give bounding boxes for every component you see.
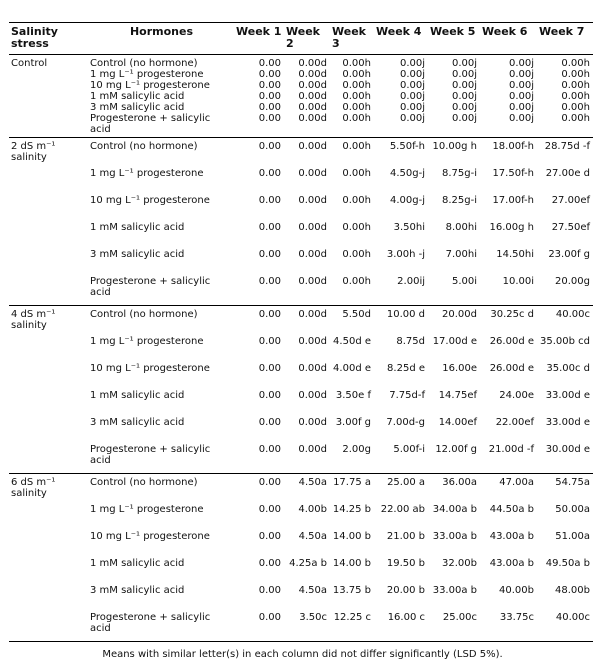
table-row: [9, 306, 593, 337]
week-value-cell: 16.00g h: [489, 222, 534, 233]
salinity-stress-cell: [9, 336, 88, 363]
week-value-cell: 12.00f g: [435, 444, 477, 455]
week-value-cell: 0.00d: [284, 138, 330, 169]
week-value-cell: 0.00: [234, 474, 284, 505]
hormone-cell: 1 mg L⁻¹ progesterone: [90, 504, 204, 515]
week-value-cell: 0.00d: [298, 102, 327, 113]
week-value-cell: 0.00: [258, 113, 281, 124]
week-value-cell: 17.50f-h: [492, 168, 534, 179]
header-week: Week 7: [537, 23, 593, 55]
week-value-cell: 0.00: [234, 55, 284, 70]
week-value-cell: 0.00d: [284, 55, 330, 70]
week-value-cell: 18.00f-h: [480, 138, 537, 169]
week-value-cell: 33.75c: [480, 612, 537, 642]
week-value-cell: 8.00hi: [445, 222, 477, 233]
week-value-cell: 8.75d: [396, 336, 425, 347]
hormone-cell: 3 mM salicylic acid: [90, 249, 185, 260]
week-value-cell: 0.00: [258, 585, 281, 596]
header-week: Week 1: [234, 23, 284, 55]
table-row: [9, 113, 593, 138]
salinity-stress-cell: [9, 80, 88, 91]
week-value-cell: 0.00j: [508, 91, 534, 102]
week-value-cell: 5.00f-i: [393, 444, 425, 455]
week-value-cell: 0.00j: [399, 69, 425, 80]
salinity-stress-cell: [9, 276, 88, 306]
week-value-cell: 8.25d e: [387, 363, 425, 374]
week-value-cell: 51.00a: [555, 531, 590, 542]
week-value-cell: 17.00f-h: [492, 195, 534, 206]
salinity-stress-cell: [9, 612, 88, 642]
week-value-cell: 0.00j: [451, 80, 477, 91]
table-row: [9, 417, 593, 444]
week-value-cell: 33.00a b: [432, 531, 477, 542]
week-value-cell: 0.00j: [399, 113, 425, 124]
hormone-cell: 1 mg L⁻¹ progesterone: [90, 168, 204, 179]
salinity-stress-cell: [9, 102, 88, 113]
hormone-cell: 3 mM salicylic acid: [90, 102, 185, 113]
week-value-cell: 0.00: [258, 249, 281, 260]
week-value-cell: 0.00h: [330, 55, 374, 70]
table-row: [9, 531, 593, 558]
week-value-cell: 44.50a b: [489, 504, 534, 515]
table-row: [9, 249, 593, 276]
week-value-cell: 0.00h: [342, 222, 371, 233]
salinity-stress-cell: 4 dS m⁻¹ salinity: [9, 306, 88, 337]
week-value-cell: 20.00g: [555, 276, 590, 287]
week-value-cell: 25.00 a: [374, 474, 428, 505]
week-value-cell: 0.00j: [399, 102, 425, 113]
week-value-cell: 0.00: [258, 336, 281, 347]
hormone-cell: 1 mg L⁻¹ progesterone: [90, 336, 204, 347]
week-value-cell: 0.00: [258, 558, 281, 569]
week-value-cell: 0.00: [258, 69, 281, 80]
salinity-stress-cell: 6 dS m⁻¹ salinity: [9, 474, 88, 505]
week-value-cell: 16.00 c: [374, 612, 428, 642]
week-value-cell: 14.75ef: [438, 390, 477, 401]
week-value-cell: 20.00 b: [386, 585, 425, 596]
week-value-cell: 0.00d: [298, 249, 327, 260]
week-value-cell: 32.00b: [442, 558, 477, 569]
table-row: [9, 222, 593, 249]
salinity-stress-cell: [9, 390, 88, 417]
week-value-cell: 0.00j: [428, 55, 480, 70]
week-value-cell: 17.00d e: [432, 336, 477, 347]
week-value-cell: 0.00h: [330, 138, 374, 169]
week-value-cell: 33.00a b: [432, 585, 477, 596]
week-value-cell: 0.00h: [342, 102, 371, 113]
week-value-cell: 0.00h: [561, 113, 590, 124]
salinity-stress-cell: [9, 444, 88, 474]
week-value-cell: 35.00c d: [546, 363, 590, 374]
week-value-cell: 0.00d: [298, 444, 327, 455]
salinity-stress-cell: [9, 585, 88, 612]
week-value-cell: 3.50hi: [393, 222, 425, 233]
hormone-cell: Control (no hormone): [88, 474, 234, 505]
week-value-cell: 17.75 a: [330, 474, 374, 505]
week-value-cell: 0.00d: [298, 168, 327, 179]
hormone-cell: 1 mM salicylic acid: [90, 558, 185, 569]
week-value-cell: 8.25g-i: [442, 195, 477, 206]
week-value-cell: 28.75d -f: [537, 138, 593, 169]
week-value-cell: 0.00: [234, 306, 284, 337]
week-value-cell: 0.00: [258, 417, 281, 428]
week-value-cell: 14.00 b: [332, 558, 371, 569]
week-value-cell: 3.00h -j: [386, 249, 425, 260]
week-value-cell: 0.00h: [561, 102, 590, 113]
week-value-cell: 0.00j: [508, 80, 534, 91]
week-value-cell: 35.00b cd: [540, 336, 590, 347]
hormone-cell: 3 mM salicylic acid: [90, 417, 185, 428]
week-value-cell: 0.00d: [298, 69, 327, 80]
week-value-cell: 0.00: [258, 444, 281, 455]
table-row: [9, 336, 593, 363]
week-value-cell: 0.00j: [508, 113, 534, 124]
week-value-cell: 3.50e f: [335, 390, 371, 401]
table-row: [9, 138, 593, 169]
table-row: [9, 444, 593, 474]
week-value-cell: 0.00d: [298, 80, 327, 91]
week-value-cell: 5.50d: [330, 306, 374, 337]
week-value-cell: 14.00 b: [332, 531, 371, 542]
salinity-stress-cell: [9, 69, 88, 80]
week-value-cell: 36.00a: [428, 474, 480, 505]
salinity-stress-cell: [9, 558, 88, 585]
week-value-cell: 0.00d: [284, 306, 330, 337]
hormone-cell: Progesterone + salicylic acid: [90, 444, 211, 466]
table-row: [9, 585, 593, 612]
hormone-cell: Control (no hormone): [88, 138, 234, 169]
week-value-cell: 54.75a: [537, 474, 593, 505]
header-week: Week 5: [428, 23, 480, 55]
week-value-cell: 0.00: [258, 504, 281, 515]
table-row: [9, 474, 593, 505]
week-value-cell: 40.00c: [537, 306, 593, 337]
week-value-cell: 0.00d: [298, 222, 327, 233]
week-value-cell: 4.50g-j: [390, 168, 425, 179]
week-value-cell: 0.00: [258, 91, 281, 102]
table-row: [9, 102, 593, 113]
week-value-cell: 10.00 d: [374, 306, 428, 337]
week-value-cell: 7.75d-f: [389, 390, 425, 401]
week-value-cell: 4.25a b: [289, 558, 327, 569]
hormone-cell: 1 mM salicylic acid: [90, 222, 185, 233]
week-value-cell: 0.00: [234, 612, 284, 642]
week-value-cell: 27.00ef: [551, 195, 590, 206]
salinity-stress-cell: Control: [9, 55, 88, 70]
week-value-cell: 0.00: [258, 390, 281, 401]
week-value-cell: 0.00d: [298, 363, 327, 374]
week-value-cell: 30.00d e: [545, 444, 590, 455]
table-row: [9, 504, 593, 531]
week-value-cell: 14.50hi: [496, 249, 534, 260]
week-value-cell: 0.00h: [561, 91, 590, 102]
week-value-cell: 25.00c: [428, 612, 480, 642]
week-value-cell: 27.50ef: [551, 222, 590, 233]
week-value-cell: 10.00i: [502, 276, 534, 287]
hormone-cell: Progesterone + salicylic acid: [88, 612, 234, 642]
week-value-cell: 4.50a: [284, 474, 330, 505]
week-value-cell: 0.00: [258, 276, 281, 287]
week-value-cell: 47.00a: [480, 474, 537, 505]
week-value-cell: 0.00: [258, 531, 281, 542]
week-value-cell: 0.00: [258, 222, 281, 233]
salinity-stress-cell: [9, 504, 88, 531]
week-value-cell: 19.50 b: [386, 558, 425, 569]
salinity-stress-cell: [9, 91, 88, 102]
week-value-cell: 24.00e: [499, 390, 534, 401]
week-value-cell: 0.00h: [342, 276, 371, 287]
week-value-cell: 2.00ij: [397, 276, 425, 287]
week-value-cell: 0.00h: [342, 195, 371, 206]
week-value-cell: 4.50d e: [333, 336, 371, 347]
hormone-cell: Progesterone + salicylic acid: [90, 113, 211, 135]
hormone-cell: 3 mM salicylic acid: [90, 585, 185, 596]
week-value-cell: 4.50a: [298, 585, 327, 596]
week-value-cell: 0.00h: [342, 249, 371, 260]
week-value-cell: 26.00d e: [489, 336, 534, 347]
week-value-cell: 0.00: [258, 363, 281, 374]
week-value-cell: 0.00h: [561, 80, 590, 91]
week-value-cell: 40.00c: [537, 612, 593, 642]
salinity-stress-cell: [9, 249, 88, 276]
week-value-cell: 0.00h: [342, 69, 371, 80]
week-value-cell: 0.00: [258, 102, 281, 113]
week-value-cell: 34.00a b: [432, 504, 477, 515]
header-week: Week 3: [330, 23, 374, 55]
week-value-cell: 5.00i: [451, 276, 477, 287]
week-value-cell: 0.00h: [561, 69, 590, 80]
table-row: [9, 276, 593, 306]
week-value-cell: 48.00b: [555, 585, 590, 596]
footnote: Means with similar letter(s) in each column did not differ significantly (LSD 5%).: [102, 649, 503, 660]
table-row: [9, 55, 593, 70]
table-row: [9, 363, 593, 390]
week-value-cell: 0.00j: [399, 80, 425, 91]
week-value-cell: 14.00ef: [438, 417, 477, 428]
week-value-cell: 0.00h: [537, 55, 593, 70]
week-value-cell: 20.00d: [428, 306, 480, 337]
hormone-cell: 10 mg L⁻¹ progesterone: [90, 195, 210, 206]
week-value-cell: 3.50c: [284, 612, 330, 642]
week-value-cell: 0.00: [258, 168, 281, 179]
week-value-cell: 16.00e: [442, 363, 477, 374]
hormone-cell: 1 mg L⁻¹ progesterone: [90, 69, 204, 80]
week-value-cell: 7.00hi: [445, 249, 477, 260]
table-body: [9, 55, 593, 642]
week-value-cell: 0.00j: [508, 102, 534, 113]
week-value-cell: 0.00d: [298, 276, 327, 287]
week-value-cell: 0.00h: [342, 80, 371, 91]
week-value-cell: 33.00d e: [545, 390, 590, 401]
week-value-cell: 0.00d: [298, 195, 327, 206]
week-value-cell: 22.00ef: [495, 417, 534, 428]
hormone-cell: 1 mM salicylic acid: [90, 91, 185, 102]
week-value-cell: 0.00h: [342, 91, 371, 102]
week-value-cell: 0.00d: [298, 417, 327, 428]
week-value-cell: 40.00b: [499, 585, 534, 596]
salinity-stress-cell: [9, 417, 88, 444]
table-row: [9, 80, 593, 91]
table-row: [9, 558, 593, 585]
week-value-cell: 50.00a: [555, 504, 590, 515]
week-value-cell: 0.00j: [451, 91, 477, 102]
week-value-cell: 0.00: [258, 195, 281, 206]
table-row: [9, 91, 593, 102]
table-row: [9, 195, 593, 222]
hormone-cell: Control (no hormone): [88, 55, 234, 70]
week-value-cell: 0.00j: [451, 69, 477, 80]
table-row: [9, 69, 593, 80]
salinity-stress-cell: [9, 168, 88, 195]
week-value-cell: 2.00g: [342, 444, 371, 455]
week-value-cell: 8.75g-i: [442, 168, 477, 179]
week-value-cell: 26.00d e: [489, 363, 534, 374]
hormone-cell: Progesterone + salicylic acid: [90, 276, 211, 298]
table-row: [9, 390, 593, 417]
week-value-cell: 3.00f g: [335, 417, 371, 428]
hormone-cell: 1 mM salicylic acid: [90, 390, 185, 401]
hormone-cell: 10 mg L⁻¹ progesterone: [90, 363, 210, 374]
hormone-cell: 10 mg L⁻¹ progesterone: [90, 531, 210, 542]
week-value-cell: 23.00f g: [548, 249, 590, 260]
table-row: [9, 612, 593, 642]
week-value-cell: 0.00j: [451, 113, 477, 124]
header-week: Week 6: [480, 23, 537, 55]
week-value-cell: 0.00j: [399, 91, 425, 102]
week-value-cell: 0.00d: [298, 390, 327, 401]
salinity-stress-cell: [9, 363, 88, 390]
week-value-cell: 4.00b: [298, 504, 327, 515]
week-value-cell: 43.00a b: [489, 558, 534, 569]
week-value-cell: 30.25c d: [480, 306, 537, 337]
week-value-cell: 0.00j: [508, 69, 534, 80]
header-stress: Salinity stress: [9, 23, 88, 55]
week-value-cell: 4.50a: [298, 531, 327, 542]
week-value-cell: 21.00 b: [386, 531, 425, 542]
week-value-cell: 10.00g h: [428, 138, 480, 169]
week-value-cell: 0.00j: [451, 102, 477, 113]
hormone-cell: Control (no hormone): [88, 306, 234, 337]
week-value-cell: 33.00d e: [545, 417, 590, 428]
week-value-cell: 22.00 ab: [380, 504, 425, 515]
results-table: [9, 22, 593, 642]
table-container: [9, 22, 593, 642]
hormone-cell: 10 mg L⁻¹ progesterone: [90, 80, 210, 91]
week-value-cell: 12.25 c: [330, 612, 374, 642]
header-week: Week 4: [374, 23, 428, 55]
week-value-cell: 0.00: [258, 80, 281, 91]
week-value-cell: 49.50a b: [545, 558, 590, 569]
week-value-cell: 13.75 b: [332, 585, 371, 596]
table-row: [9, 168, 593, 195]
salinity-stress-cell: [9, 531, 88, 558]
week-value-cell: 0.00j: [374, 55, 428, 70]
week-value-cell: 27.00e d: [545, 168, 590, 179]
salinity-stress-cell: 2 dS m⁻¹ salinity: [9, 138, 88, 169]
week-value-cell: 14.25 b: [332, 504, 371, 515]
salinity-stress-cell: [9, 222, 88, 249]
week-value-cell: 5.50f-h: [374, 138, 428, 169]
header-row: [9, 23, 593, 55]
week-value-cell: 0.00d: [298, 113, 327, 124]
header-hormones: Hormones: [88, 23, 234, 55]
week-value-cell: 21.00d -f: [488, 444, 534, 455]
week-value-cell: 4.00g-j: [390, 195, 425, 206]
header-week: Week 2: [284, 23, 330, 55]
week-value-cell: 0.00h: [342, 113, 371, 124]
week-value-cell: 43.00a b: [489, 531, 534, 542]
salinity-stress-cell: [9, 113, 88, 138]
week-value-cell: 0.00d: [298, 91, 327, 102]
week-value-cell: 0.00: [234, 138, 284, 169]
week-value-cell: 4.00d e: [333, 363, 371, 374]
week-value-cell: 0.00j: [480, 55, 537, 70]
salinity-stress-cell: [9, 195, 88, 222]
week-value-cell: 0.00d: [298, 336, 327, 347]
week-value-cell: 0.00h: [342, 168, 371, 179]
week-value-cell: 7.00d-g: [386, 417, 425, 428]
